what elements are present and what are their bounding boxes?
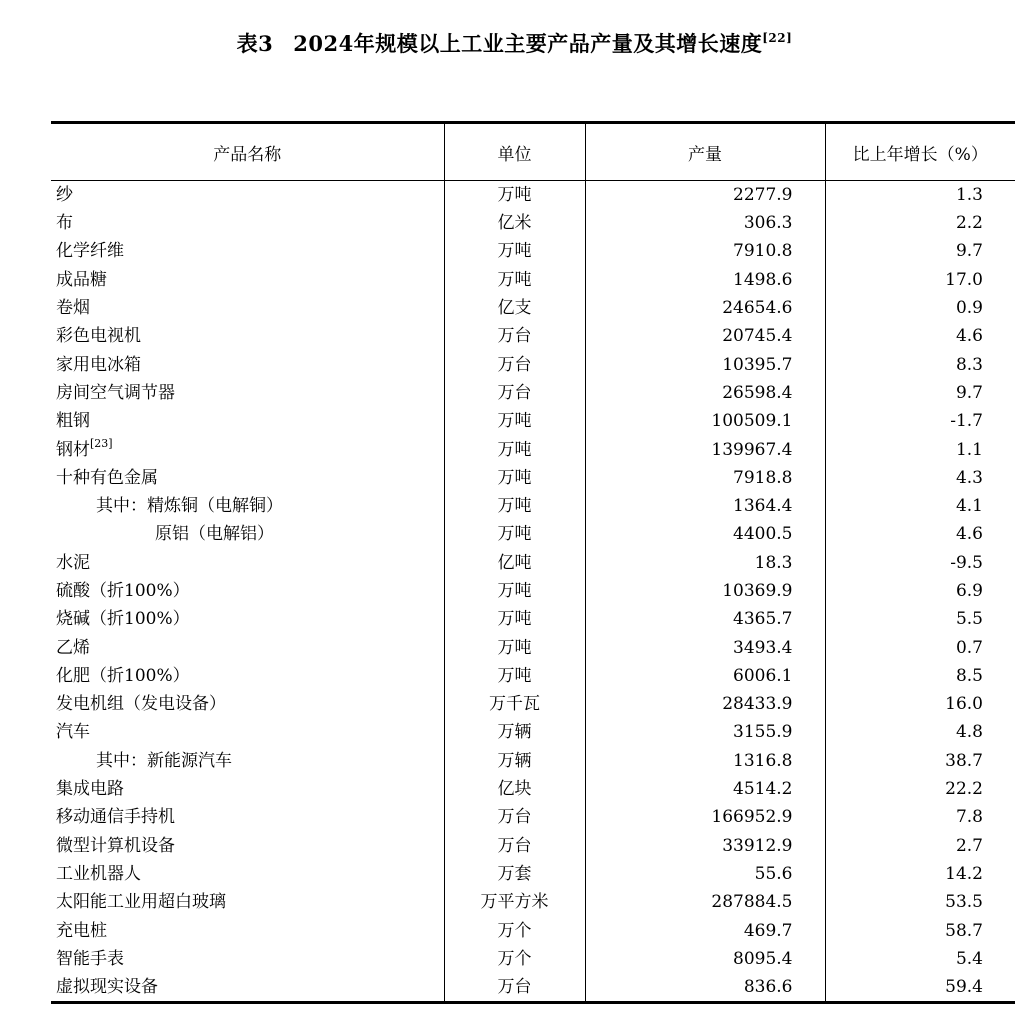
table-row [51, 888, 1015, 916]
product-quantity: 7910.8 [585, 237, 825, 265]
table-row [51, 747, 1015, 775]
product-quantity: 166952.9 [585, 803, 825, 831]
product-quantity: 24654.6 [585, 294, 825, 322]
product-unit: 万吨 [444, 492, 585, 520]
product-name: 其中：精炼铜（电解铜） [96, 496, 283, 517]
table-row [51, 379, 1015, 407]
product-unit: 万吨 [444, 520, 585, 548]
product-name: 其中：新能源汽车 [96, 750, 232, 771]
product-quantity: 4514.2 [585, 775, 825, 803]
product-quantity: 2277.9 [585, 181, 825, 210]
product-name: 粗钢 [56, 411, 90, 432]
product-growth: 17.0 [825, 266, 1015, 294]
table-row [51, 690, 1015, 718]
product-growth: 2.7 [825, 832, 1015, 860]
product-unit: 万个 [444, 916, 585, 944]
product-name: 虚拟现实设备 [51, 973, 444, 1003]
product-growth: 53.5 [825, 888, 1015, 916]
product-growth: 4.8 [825, 718, 1015, 746]
table-row [51, 860, 1015, 888]
product-growth: 5.5 [825, 605, 1015, 633]
product-name: 集成电路 [56, 779, 124, 800]
product-unit: 亿支 [444, 294, 585, 322]
header-unit: 单位 [444, 123, 585, 181]
product-growth: 22.2 [825, 775, 1015, 803]
product-quantity: 836.6 [585, 973, 825, 1003]
table-row [51, 350, 1015, 378]
product-unit: 万吨 [444, 662, 585, 690]
product-growth: 4.6 [825, 322, 1015, 350]
product-quantity: 469.7 [585, 916, 825, 944]
product-quantity: 7918.8 [585, 464, 825, 492]
product-growth: 8.3 [825, 350, 1015, 378]
product-unit: 万平方米 [444, 888, 585, 916]
product-growth: 1.3 [825, 181, 1015, 210]
product-unit: 万个 [444, 945, 585, 973]
product-name: 工业机器人 [56, 863, 141, 884]
product-name: 原铝（电解铝） [155, 524, 274, 545]
product-unit: 万辆 [444, 747, 585, 775]
product-name: 乙烯 [56, 637, 90, 658]
header-growth: 比上年增长（%） [825, 123, 1015, 181]
table-row [51, 209, 1015, 237]
table-header-row [51, 123, 1015, 181]
table-number: 表3 [236, 31, 274, 56]
product-name: 化肥（折100%） [56, 665, 190, 686]
product-name: 汽车 [56, 722, 90, 743]
product-name: 十种有色金属 [56, 467, 158, 488]
product-name: 彩色电视机 [56, 326, 141, 347]
product-unit: 万台 [444, 832, 585, 860]
table-row [51, 407, 1015, 435]
product-growth: 58.7 [825, 916, 1015, 944]
product-growth: -1.7 [825, 407, 1015, 435]
table-row [51, 803, 1015, 831]
product-growth: 4.3 [825, 464, 1015, 492]
product-growth: 14.2 [825, 860, 1015, 888]
product-growth: 4.6 [825, 520, 1015, 548]
product-unit: 万台 [444, 350, 585, 378]
product-unit: 万吨 [444, 407, 585, 435]
table-row [51, 973, 1015, 1003]
table-row [51, 605, 1015, 633]
product-name: 智能手表 [56, 948, 124, 969]
product-quantity: 8095.4 [585, 945, 825, 973]
product-unit: 万吨 [444, 266, 585, 294]
product-unit: 万吨 [444, 605, 585, 633]
product-name: 纱 [56, 185, 73, 205]
production-table [51, 121, 1015, 1004]
product-quantity: 4365.7 [585, 605, 825, 633]
product-unit: 万台 [444, 803, 585, 831]
product-quantity: 55.6 [585, 860, 825, 888]
table-row [51, 916, 1015, 944]
product-name: 钢材 [56, 439, 90, 460]
table-row [51, 633, 1015, 661]
product-quantity: 4400.5 [585, 520, 825, 548]
product-growth: 0.9 [825, 294, 1015, 322]
product-name: 化学纤维 [56, 241, 124, 262]
table-row [51, 294, 1015, 322]
footnote-ref: [23] [90, 436, 113, 450]
product-quantity: 10395.7 [585, 350, 825, 378]
product-growth: 16.0 [825, 690, 1015, 718]
product-quantity: 1364.4 [585, 492, 825, 520]
product-growth: 6.9 [825, 577, 1015, 605]
table-row [51, 266, 1015, 294]
product-unit: 万吨 [444, 181, 585, 210]
product-quantity: 100509.1 [585, 407, 825, 435]
product-name: 太阳能工业用超白玻璃 [56, 892, 226, 913]
product-growth: 0.7 [825, 633, 1015, 661]
product-growth: 38.7 [825, 747, 1015, 775]
header-quantity: 产量 [585, 123, 825, 181]
table-title-text: 2024年规模以上工业主要产品产量及其增长速度 [293, 31, 763, 56]
product-name: 充电桩 [56, 920, 107, 941]
header-product-name: 产品名称 [51, 123, 444, 181]
product-growth: 2.2 [825, 209, 1015, 237]
product-name: 硫酸（折100%） [56, 581, 190, 601]
product-growth: 9.7 [825, 237, 1015, 265]
product-unit: 万吨 [444, 464, 585, 492]
title-footnote-ref: [22] [762, 31, 793, 45]
product-quantity: 10369.9 [585, 577, 825, 605]
product-name: 房间空气调节器 [56, 382, 175, 403]
product-name: 卷烟 [56, 298, 90, 319]
table-row [51, 549, 1015, 577]
product-growth: 4.1 [825, 492, 1015, 520]
product-growth: 59.4 [825, 973, 1015, 1003]
product-quantity: 139967.4 [585, 435, 825, 463]
product-growth: 1.1 [825, 435, 1015, 463]
table-row [51, 492, 1015, 520]
product-quantity: 6006.1 [585, 662, 825, 690]
product-quantity: 3155.9 [585, 718, 825, 746]
table-row [51, 662, 1015, 690]
table-row [51, 718, 1015, 746]
product-name: 烧碱（折100%） [56, 609, 190, 630]
product-growth: 5.4 [825, 945, 1015, 973]
table-row [51, 322, 1015, 350]
product-growth: 7.8 [825, 803, 1015, 831]
product-quantity: 28433.9 [585, 690, 825, 718]
product-unit: 万套 [444, 860, 585, 888]
product-name: 发电机组（发电设备） [56, 694, 226, 715]
product-unit: 万台 [444, 322, 585, 350]
product-quantity: 3493.4 [585, 633, 825, 661]
product-unit: 亿米 [444, 209, 585, 237]
product-unit: 万吨 [444, 237, 585, 265]
product-unit: 万千瓦 [444, 690, 585, 718]
table-title [0, 28, 1029, 58]
product-unit: 亿块 [444, 775, 585, 803]
table-row [51, 464, 1015, 492]
product-quantity: 18.3 [585, 549, 825, 577]
product-unit: 万吨 [444, 435, 585, 463]
product-quantity: 1498.6 [585, 266, 825, 294]
table-row [51, 577, 1015, 605]
table-row [51, 832, 1015, 860]
table-row [51, 945, 1015, 973]
table-row [51, 775, 1015, 803]
product-growth: 9.7 [825, 379, 1015, 407]
product-unit: 万吨 [444, 577, 585, 605]
product-name-cell [51, 435, 444, 463]
table-row [51, 435, 1015, 463]
table-row [51, 520, 1015, 548]
product-name: 布 [56, 213, 73, 234]
product-name: 家用电冰箱 [56, 354, 141, 375]
product-quantity: 26598.4 [585, 379, 825, 407]
product-name: 水泥 [56, 552, 90, 573]
product-unit: 万台 [444, 379, 585, 407]
product-quantity: 306.3 [585, 209, 825, 237]
product-unit: 万辆 [444, 718, 585, 746]
product-quantity: 1316.8 [585, 747, 825, 775]
product-unit: 万吨 [444, 633, 585, 661]
product-name: 移动通信手持机 [56, 807, 175, 828]
product-name: 微型计算机设备 [56, 835, 175, 856]
product-quantity: 33912.9 [585, 832, 825, 860]
product-unit: 亿吨 [444, 549, 585, 577]
table-row [51, 237, 1015, 265]
product-quantity: 287884.5 [585, 888, 825, 916]
product-unit: 万台 [444, 973, 585, 1003]
product-name: 成品糖 [56, 269, 107, 290]
table-row [51, 181, 1015, 210]
product-quantity: 20745.4 [585, 322, 825, 350]
product-growth: 8.5 [825, 662, 1015, 690]
product-growth: -9.5 [825, 549, 1015, 577]
